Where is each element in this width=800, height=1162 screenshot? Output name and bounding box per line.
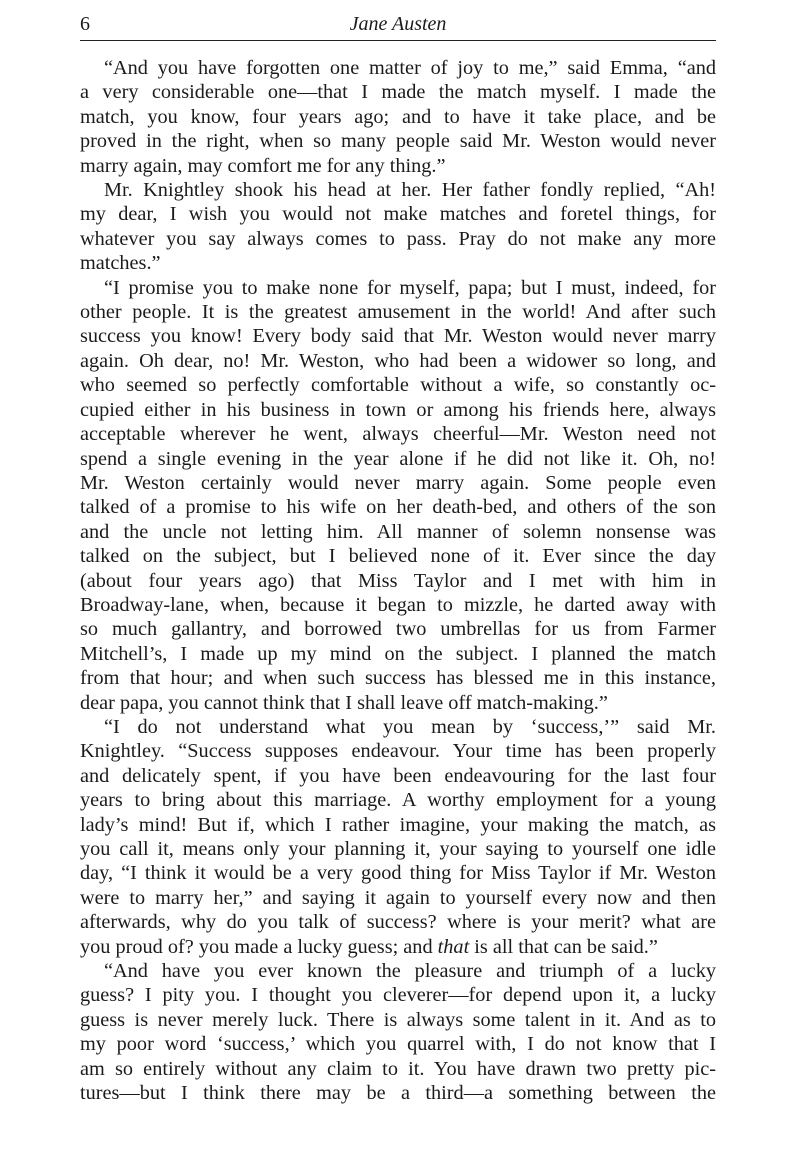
text-line: lady’s mind! But if, which I rather imagine, your making the match, as: [80, 813, 716, 836]
text-line: “And have you ever known the pleasure and triumph of a lucky: [104, 960, 716, 983]
text-line: years to bring about this marriage. A worthy employment for a young: [80, 789, 716, 812]
text-line: who seemed so perfectly comfortable without a wife, so constantly oc-: [80, 374, 716, 397]
text-line: my poor word ‘success,’ which you quarrel with, I do not know that I: [80, 1033, 716, 1056]
text-line: spend a single evening in the year alone if he did not like it. Oh, no!: [80, 447, 716, 470]
book-page: [80, 10, 716, 1105]
text-line: acceptable wherever he went, always cheerful—Mr. Weston need not: [80, 423, 716, 446]
text-line: Mitchell’s, I made up my mind on the subject. I planned the match: [80, 642, 716, 665]
text-line: you call it, means only your planning it, your saying to yourself one idle: [80, 838, 716, 860]
text-line: my dear, I wish you would not make matches and foretel things, for: [80, 203, 716, 226]
text-line: Broadway-lane, when, because it began to mizzle, he darted away with: [80, 593, 716, 616]
text-line: whatever you say always comes to pass. Pray do not make any more: [80, 227, 716, 250]
text-line: day, “I think it would be a very good thing for Miss Taylor if Mr. Weston: [80, 862, 716, 885]
text-line: “And you have forgotten one matter of joy to me,” said Emma, “and: [104, 57, 716, 79]
text-line: guess is never merely luck. There is always some talent in it. And as to: [80, 1008, 716, 1031]
text-line: Mr. Knightley shook his head at her. Her father fondly replied, “Ah!: [104, 179, 716, 202]
page-header: [80, 10, 716, 38]
text-line: cupied either in his business in town or among his friends here, always: [80, 398, 716, 421]
text-line: and the uncle not letting him. All manner of solemn nonsense was: [80, 520, 716, 543]
text-segment: is all that can be said.”: [469, 935, 658, 958]
text-line: afterwards, why do you talk of success? where is your merit? what are: [80, 911, 716, 934]
body-text: [80, 56, 716, 1105]
text-line: talked on the subject, but I believed none of it. Ever since the day: [80, 545, 716, 568]
text-line: talked of a promise to his wife on her death-bed, and others of the son: [80, 496, 716, 519]
text-line: Knightley. “Success supposes endeavour. Your time has been properly: [80, 740, 716, 763]
text-line: matches.”: [80, 252, 161, 275]
page-number: 6: [80, 13, 90, 35]
text-line: Mr. Weston certainly would never marry again. Some people even: [80, 471, 716, 494]
text-line: so much gallantry, and borrowed two umbrellas for us from Farmer: [80, 618, 716, 641]
text-line: a very considerable one—that I made the match myself. I made the: [80, 81, 716, 104]
text-line: tures—but I think there may be a third—a something between the: [80, 1082, 716, 1105]
text-line: proved in the right, when so many people said Mr. Weston would never: [80, 130, 716, 153]
text-line: from that hour; and when such success has blessed me in this instance,: [80, 667, 716, 690]
text-line: were to marry her,” and saying it again to yourself every now and then: [80, 886, 716, 909]
text-line: guess? I pity you. I thought you cleverer—for depend upon it, a lucky: [80, 984, 716, 1007]
text-line: “I do not understand what you mean by ‘success,’” said Mr.: [104, 715, 716, 738]
text-line: other people. It is the greatest amusement in the world! And after such: [80, 301, 716, 324]
text-line: am so entirely without any claim to it. You have drawn two pretty pic-: [80, 1057, 716, 1080]
text-line: and delicately spent, if you have been endeavouring for the last four: [80, 764, 716, 787]
running-head: Jane Austen: [349, 13, 447, 35]
text-line: again. Oh dear, no! Mr. Weston, who had been a widower so long, and: [80, 349, 716, 372]
text-line: “I promise you to make none for myself, papa; but I must, indeed, for: [104, 276, 716, 299]
text-line: success you know! Every body said that Mr. Weston would never marry: [80, 325, 716, 348]
header-rule: [80, 40, 716, 41]
text-segment: you proud of? you made a lucky guess; and: [80, 935, 438, 958]
text-line: [80, 935, 716, 959]
text-line: match, you know, four years ago; and to have it take place, and be: [80, 105, 716, 128]
text-line: (about four years ago) that Miss Taylor and I met with him in: [80, 569, 716, 592]
text-line: dear papa, you cannot think that I shall leave off match-making.”: [80, 691, 608, 714]
italic-word: that: [437, 935, 470, 958]
text-line: marry again, may comfort me for any thing.”: [80, 154, 446, 177]
